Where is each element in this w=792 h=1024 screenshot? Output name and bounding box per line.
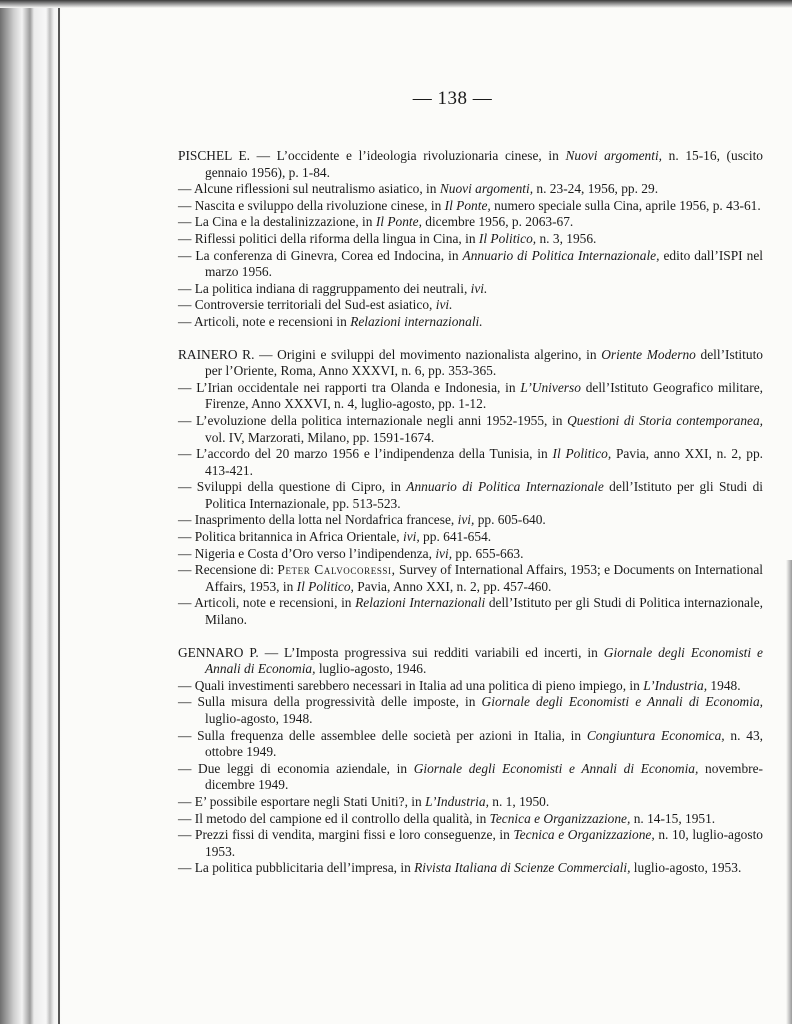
entry-text: n. 23-24, 1956, pp. 29. xyxy=(533,181,659,197)
entry-text: — Articoli, note e recensioni in xyxy=(178,313,351,329)
entry-text: — Due leggi di economia aziendale, in xyxy=(178,760,414,776)
publication-title: Questioni di Storia contemporanea, xyxy=(567,412,763,428)
publication-title: Annuario di Politica Internazionale xyxy=(406,479,604,495)
bibliography-entry xyxy=(178,860,763,877)
bibliography-entry xyxy=(178,214,763,231)
bibliography-entry xyxy=(178,413,763,446)
entry-text: — Politica britannica in Africa Orientale, xyxy=(178,529,403,545)
publication-title: Il Ponte, xyxy=(375,214,422,230)
publication-title: Giornale degli Economisti e Annali di Economia, xyxy=(205,644,763,677)
publication-title: Il Ponte, xyxy=(444,197,491,213)
entry-text: — Nigeria e Costa d’Oro verso l’indipendenza, xyxy=(178,545,436,561)
entry-text: 1948. xyxy=(707,677,741,693)
entry-text: Pavia, Anno XXI, n. 2, pp. 457-460. xyxy=(353,578,552,594)
bibliography-section xyxy=(178,148,763,331)
publication-title: Congiuntura Economica, xyxy=(586,727,725,743)
bibliography-entry xyxy=(178,678,763,695)
entry-text: pp. 605-640. xyxy=(474,512,546,528)
entry-text: dicembre 1956, p. 2063-67. xyxy=(421,214,574,230)
entry-text: — Alcune riflessioni sul neutralismo asiatico, in xyxy=(178,181,440,197)
entry-text: dell’Istituto Geografico militare, Firenze, Anno XXXVI, n. 4, luglio-agosto, pp. 1-12. xyxy=(205,379,763,412)
publication-title: ivi, xyxy=(402,529,420,545)
bibliography-entry xyxy=(178,347,763,380)
author-name: Peter Calvocoressi, xyxy=(277,562,396,578)
entry-text: — Recensione di: xyxy=(178,562,278,578)
entry-text: edito dall’ISPI nel marzo 1956. xyxy=(205,247,764,280)
bibliography-entry xyxy=(178,148,763,181)
bibliography-entry xyxy=(178,198,763,215)
entry-text: — L’accordo del 20 marzo 1956 e l’indipendenza della Tunisia, in xyxy=(178,446,553,462)
publication-title: Il Politico, xyxy=(478,230,537,246)
bibliography-entry xyxy=(178,728,763,761)
entry-text: luglio-agosto, 1953. xyxy=(630,860,742,876)
entry-text: n. 43, ottobre 1949. xyxy=(205,727,763,760)
publication-title: Relazioni internazionali. xyxy=(350,313,483,329)
entry-text: n. 3, 1956. xyxy=(536,230,597,246)
entry-text: Survey of International Affairs, 1953; e Documents on International Affairs, 1953, in xyxy=(205,562,763,594)
publication-title: ivi, xyxy=(435,545,453,561)
bibliography-entry xyxy=(178,248,763,281)
entry-text: — Sulla frequenza delle assemblee delle società per azioni in Italia, in xyxy=(178,727,587,743)
bibliography-entry xyxy=(178,281,763,298)
entry-text: luglio-agosto, 1946. xyxy=(315,661,427,677)
publication-title: ivi, xyxy=(457,512,475,528)
bibliography-entry xyxy=(178,314,763,331)
entry-text: — L’Irian occidentale nei rapporti tra Olanda e Indonesia, in xyxy=(178,379,521,395)
bibliography-entry xyxy=(178,811,763,828)
publication-title: L’Industria, xyxy=(643,677,708,693)
bibliography-entry xyxy=(178,761,763,794)
bibliography-entry xyxy=(178,512,763,529)
entry-text: — Controversie territoriali del Sud-est asiatico, xyxy=(178,297,436,313)
publication-title: L’Universo xyxy=(520,379,581,395)
entry-text: pp. 641-654. xyxy=(419,529,492,545)
entry-text: Pavia, anno XXI, n. 2, pp. 413-421. xyxy=(205,446,763,478)
entry-text: — Inasprimento della lotta nel Nordafrica francese, xyxy=(178,512,458,528)
bibliography-entry xyxy=(178,529,763,546)
publication-title: Il Politico, xyxy=(552,446,612,462)
entry-text: novembre-dicembre 1949. xyxy=(205,760,763,793)
bibliography xyxy=(178,148,763,893)
entry-text: — E’ possibile esportare negli Stati Uniti?, in xyxy=(178,793,426,809)
entry-text: — Il metodo del campione ed il controllo della qualità, in xyxy=(178,810,490,826)
publication-title: Giornale degli Economisti e Annali di Economia, xyxy=(413,760,699,776)
entry-text: — Prezzi fissi di vendita, margini fissi e loro conseguenze, in xyxy=(178,827,514,843)
bibliography-entry xyxy=(178,794,763,811)
bibliography-entry xyxy=(178,595,763,628)
entry-text: luglio-agosto, 1948. xyxy=(205,711,313,726)
entry-text: GENNARO P. — L’Imposta progressiva sui redditi variabili ed incerti, in xyxy=(178,644,604,660)
entry-text: — Quali investimenti sarebbero necessari in Italia ad una politica di pieno impiego, in xyxy=(178,677,644,693)
entry-text: numero speciale sulla Cina, aprile 1956, p. 43-61. xyxy=(490,197,761,213)
publication-title: ivi. xyxy=(470,280,488,296)
bibliography-entry xyxy=(178,446,763,479)
bibliography-section xyxy=(178,645,763,877)
entry-text: — Sulla misura della progressività delle imposte, in xyxy=(178,694,482,710)
entry-text: vol. IV, Marzorati, Milano, pp. 1591-1674. xyxy=(205,429,435,445)
entry-text: — Sviluppi della questione di Cipro, in xyxy=(178,479,407,495)
entry-text: pp. 655-663. xyxy=(452,545,524,561)
publication-title: Annuario di Politica Internazionale, xyxy=(462,247,660,263)
bibliography-entry xyxy=(178,231,763,248)
entry-text: dell’Istituto per l’Oriente, Roma, Anno XXXVI, n. 6, pp. 353-365. xyxy=(205,346,763,379)
scan-border-right xyxy=(786,560,792,1024)
entry-text: PISCHEL E. — L’occidente e l’ideologia rivoluzionaria cinese, in xyxy=(178,148,566,163)
bibliography-section xyxy=(178,347,763,629)
entry-text: — La politica pubblicitaria dell’impresa, in xyxy=(178,860,415,876)
publication-title: Tecnica e Organizzazione, xyxy=(513,827,655,843)
bibliography-entry xyxy=(178,479,763,512)
entry-text: dell’Istituto per gli Studi di Politica Internazionale, pp. 513-523. xyxy=(205,479,763,511)
bibliography-entry xyxy=(178,546,763,563)
entry-text: n. 1, 1950. xyxy=(488,793,550,809)
bibliography-entry xyxy=(178,645,763,678)
entry-text: — Riflessi politici della riforma della lingua in Cina, in xyxy=(178,230,479,246)
publication-title: Giornale degli Economisti e Annali di Economia, xyxy=(481,694,763,710)
entry-text: RAINERO R. — Origini e sviluppi del movimento nazionalista algerino, in xyxy=(178,346,602,362)
publication-title: ivi. xyxy=(435,297,453,313)
entry-text: — Nascita e sviluppo della rivoluzione cinese, in xyxy=(178,197,445,213)
scan-border-top xyxy=(0,0,792,8)
entry-text: dell’Istituto per gli Studi di Politica internazionale, Milano. xyxy=(205,595,763,628)
entry-text: n. 14-15, 1951. xyxy=(630,810,716,826)
publication-title: Rivista Italiana di Scienze Commerciali, xyxy=(414,860,631,876)
entry-text: — Articoli, note e recensioni, in xyxy=(178,595,356,611)
publication-title: L’Industria, xyxy=(425,793,489,809)
scan-border-left xyxy=(0,0,62,1024)
bibliography-entry xyxy=(178,181,763,198)
entry-text: n. 15-16, (uscito gennaio 1956), p. 1-84. xyxy=(205,148,764,180)
publication-title: Nuovi argomenti, xyxy=(565,148,663,163)
entry-text: — La politica indiana di raggruppamento dei neutrali, xyxy=(178,280,471,296)
page-number: — 138 — xyxy=(412,88,493,109)
publication-title: Il Politico, xyxy=(296,578,354,594)
entry-text: — L’evoluzione della politica internazionale negli anni 1952-1955, in xyxy=(178,412,568,428)
bibliography-entry xyxy=(178,827,763,860)
bibliography-entry xyxy=(178,380,763,413)
bibliography-entry xyxy=(178,562,763,595)
publication-title: Oriente Moderno xyxy=(601,346,696,362)
publication-title: Relazioni Internazionali xyxy=(355,595,486,611)
bibliography-entry xyxy=(178,694,763,727)
entry-text: — La conferenza di Ginevra, Corea ed Indocina, in xyxy=(178,247,463,263)
publication-title: Nuovi argomenti, xyxy=(439,181,534,197)
bibliography-entry xyxy=(178,297,763,314)
entry-text: n. 10, luglio-agosto 1953. xyxy=(205,827,763,859)
publication-title: Tecnica e Organizzazione, xyxy=(489,810,631,826)
entry-text: — La Cina e la destalinizzazione, in xyxy=(178,214,376,230)
